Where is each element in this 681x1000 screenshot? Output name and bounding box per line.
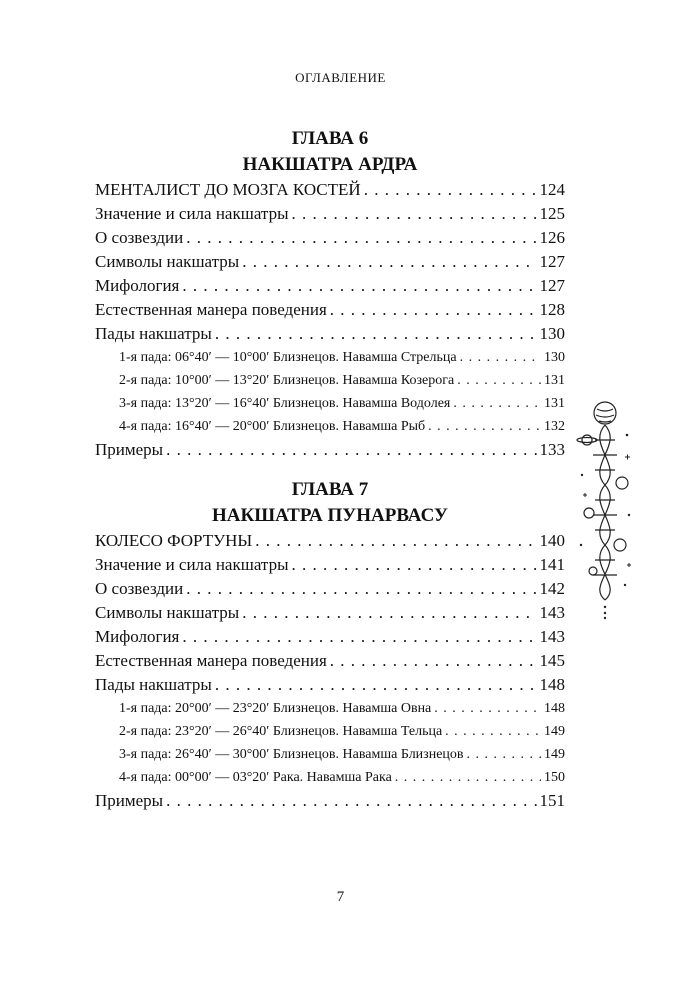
toc-entry-page: 142 <box>539 579 565 598</box>
dna-planets-icon <box>575 395 635 620</box>
toc-subentry[interactable] <box>95 720 565 743</box>
toc-entry-title: О созвездии <box>95 579 184 598</box>
toc-entry[interactable] <box>95 322 565 346</box>
chapter-label: ГЛАВА 7 <box>291 479 369 500</box>
toc-entry-title: Естественная манера поведения <box>95 300 327 319</box>
toc-entry-title: О созвездии <box>95 228 184 247</box>
toc-subentry[interactable] <box>95 392 565 415</box>
toc-entry[interactable] <box>95 202 565 226</box>
toc-subentry[interactable] <box>95 766 565 789</box>
toc-entry-page: 126 <box>539 228 565 247</box>
toc-entry-page: 130 <box>539 324 565 343</box>
toc-entry[interactable] <box>95 438 565 462</box>
toc-entry-title: Значение и сила накшатры <box>95 555 289 574</box>
dot-leader <box>166 438 536 462</box>
dot-leader <box>445 720 541 743</box>
toc-entry-page: 125 <box>539 204 565 223</box>
toc-entry[interactable] <box>95 625 565 649</box>
toc-entry-page: 143 <box>539 627 565 646</box>
toc-entry-page: 140 <box>539 531 565 550</box>
dot-leader <box>215 673 537 697</box>
dot-leader <box>255 529 536 553</box>
toc-entry-page: 141 <box>539 555 565 574</box>
toc-entry[interactable] <box>95 601 565 625</box>
chapter-6 <box>95 126 565 462</box>
toc-entry-title: КОЛЕСО ФОРТУНЫ <box>95 531 253 550</box>
toc-entry-page: 145 <box>539 651 565 670</box>
dot-leader <box>242 250 536 274</box>
toc-entry-page: 130 <box>544 350 565 365</box>
dot-leader <box>330 298 537 322</box>
toc-entry-title: Символы накшатры <box>95 252 240 271</box>
toc-entry-title: Примеры <box>95 440 164 459</box>
toc-entry[interactable] <box>95 529 565 553</box>
toc-list <box>95 529 565 813</box>
chapter-title: НАКШАТРА АРДРА <box>242 154 418 175</box>
toc-entry-page: 131 <box>544 373 565 388</box>
toc-entry[interactable] <box>95 178 565 202</box>
toc-entry-title: 4-я пада: 00°00′ — 03°20′ Рака. Навамша Рака <box>119 770 392 785</box>
toc-entry-page: 131 <box>544 396 565 411</box>
toc-entry[interactable] <box>95 577 565 601</box>
chapter-7 <box>95 477 565 813</box>
toc-entry-title: Мифология <box>95 627 180 646</box>
toc-entry-title: 2-я пада: 23°20′ — 26°40′ Близнецов. Навамша Тельца <box>119 724 443 739</box>
dot-leader <box>453 392 541 415</box>
toc-entry-page: 151 <box>539 791 565 810</box>
dot-leader <box>215 322 537 346</box>
toc-entry-title: Значение и сила накшатры <box>95 204 289 223</box>
toc-subentry[interactable] <box>95 369 565 392</box>
toc-entry-title: 3-я пада: 13°20′ — 16°40′ Близнецов. Навамша Водолея <box>119 396 451 411</box>
dot-leader <box>428 415 541 438</box>
toc-subentry[interactable] <box>95 697 565 720</box>
toc-entry-page: 133 <box>539 440 565 459</box>
toc-entry-page: 150 <box>544 770 565 785</box>
toc-entry[interactable] <box>95 649 565 673</box>
dot-leader <box>242 601 536 625</box>
dot-leader <box>457 369 541 392</box>
toc-entry-title: 1-я пада: 20°00′ — 23°20′ Близнецов. Навамша Овна <box>119 701 432 716</box>
toc-entry-title: Пады накшатры <box>95 675 212 694</box>
toc-entry-page: 127 <box>539 276 565 295</box>
dot-leader <box>292 553 537 577</box>
dot-leader <box>364 178 537 202</box>
toc-entry-title: 3-я пада: 26°40′ — 30°00′ Близнецов. Навамша Близнецов <box>119 747 464 762</box>
toc-entry-page: 143 <box>539 603 565 622</box>
dot-leader <box>460 346 541 369</box>
dot-leader <box>182 274 536 298</box>
toc-subentry[interactable] <box>95 415 565 438</box>
toc-entry-title: Естественная манера поведения <box>95 651 327 670</box>
toc-entry-page: 149 <box>544 724 565 739</box>
chapter-title: НАКШАТРА ПУНАРВАСУ <box>211 505 448 526</box>
toc-entry-title: Пады накшатры <box>95 324 212 343</box>
dot-leader <box>186 226 536 250</box>
toc-entry-page: 148 <box>539 675 565 694</box>
toc-entry-title: 4-я пада: 16°40′ — 20°00′ Близнецов. Навамша Рыб <box>119 419 426 434</box>
toc-entry-title: 2-я пада: 10°00′ — 13°20′ Близнецов. Навамша Козерога <box>119 373 455 388</box>
toc-entry-page: 127 <box>539 252 565 271</box>
toc-entry-title: 1-я пада: 06°40′ — 10°00′ Близнецов. Навамша Стрельца <box>119 350 457 365</box>
chapter-label: ГЛАВА 6 <box>291 128 369 149</box>
page-number: 7 <box>336 889 345 905</box>
toc-subentry[interactable] <box>95 346 565 369</box>
toc-entry-page: 148 <box>544 701 565 716</box>
dot-leader <box>434 697 541 720</box>
dot-leader <box>395 766 541 789</box>
running-head: ОГЛАВЛЕНИЕ <box>295 70 386 85</box>
toc-subentry[interactable] <box>95 743 565 766</box>
toc-entry[interactable] <box>95 673 565 697</box>
toc-entry-page: 124 <box>539 180 565 199</box>
toc-entry-title: Примеры <box>95 791 164 810</box>
dot-leader <box>330 649 537 673</box>
toc-entry[interactable] <box>95 274 565 298</box>
dot-leader <box>186 577 536 601</box>
toc-entry[interactable] <box>95 553 565 577</box>
toc-entry-title: Мифология <box>95 276 180 295</box>
dot-leader <box>292 202 537 226</box>
dot-leader <box>182 625 536 649</box>
toc-list <box>95 178 565 462</box>
dot-leader <box>467 743 541 766</box>
toc-entry[interactable] <box>95 226 565 250</box>
toc-entry-page: 149 <box>544 747 565 762</box>
toc-entry[interactable] <box>95 298 565 322</box>
toc-entry-title: МЕНТАЛИСТ ДО МОЗГА КОСТЕЙ <box>95 180 361 199</box>
toc-entry-page: 132 <box>544 419 565 434</box>
toc-entry-page: 128 <box>539 300 565 319</box>
toc-entry[interactable] <box>95 250 565 274</box>
toc-entry-title: Символы накшатры <box>95 603 240 622</box>
dot-leader <box>166 789 536 813</box>
toc-entry[interactable] <box>95 789 565 813</box>
